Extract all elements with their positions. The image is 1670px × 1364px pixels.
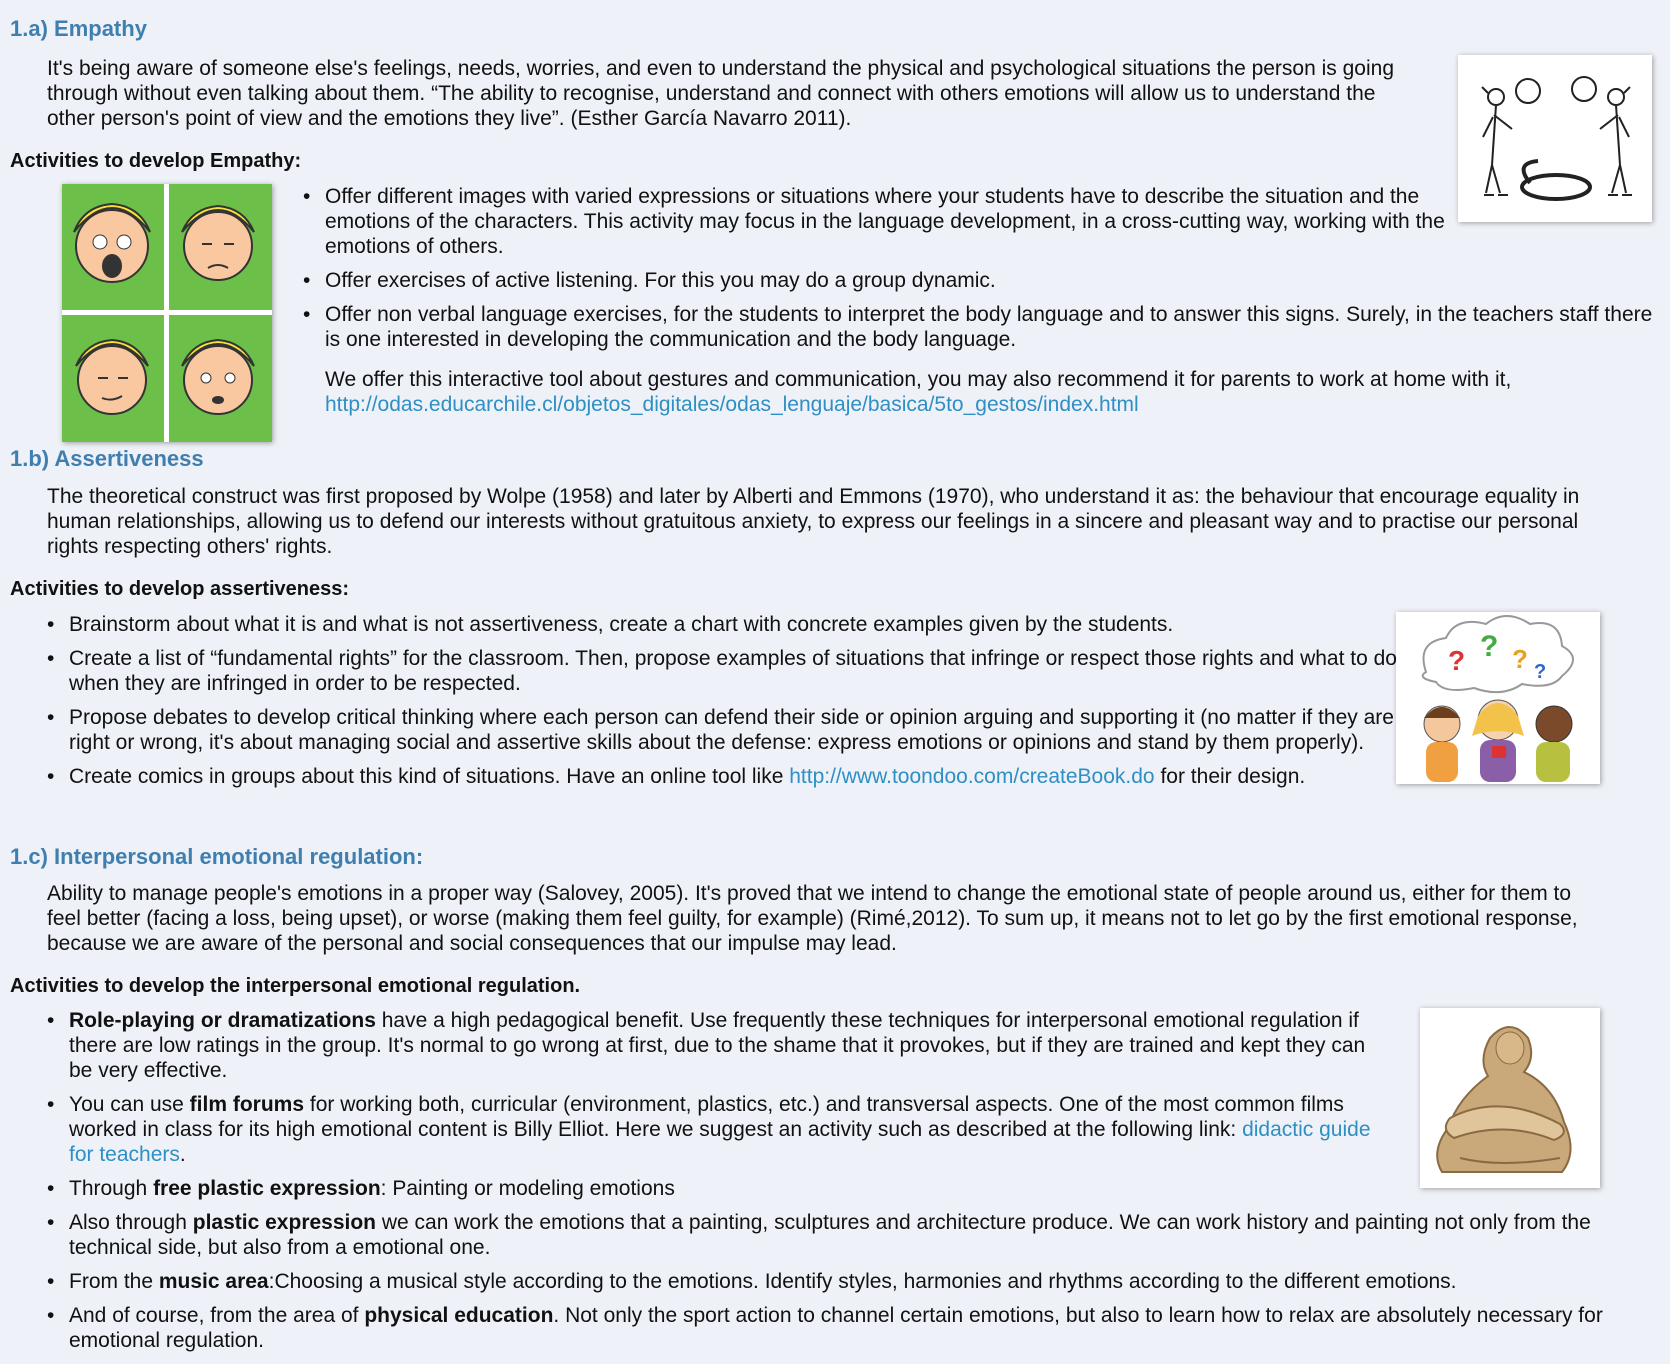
regulation-paragraph: Ability to manage people's emotions in a proper way (Salovey, 2005). It's proved that we intend to change the emotional state of people around us, either for them to feel better (facing a loss, being upset), or worse (making them feel guilty, for example) (Rimé,2012). To sum up, it means not to let go by the first emotional response, because we are aware of the personal and social consequences that our impulse may lead. [47, 882, 1578, 955]
list-item [47, 1092, 1387, 1167]
assertiveness-activities-list [47, 612, 1397, 798]
svg-text:?: ? [1480, 630, 1499, 663]
list-item [47, 764, 1469, 789]
thinking-kids-illustration-icon [1396, 612, 1600, 784]
empathy-heading: 1.a) Empathy [10, 16, 147, 41]
free-plastic-pre: Through [69, 1177, 148, 1200]
list-item: • Brainstorm about what it is and what is not assertiveness, create a chart with concrete examples given by the students. [47, 612, 1397, 637]
gestures-tool-link[interactable]: http://odas.educarchile.cl/objetos_digitales/odas_lenguaje/basica/5to_gestos/index.html [325, 393, 1139, 416]
pe-bold: physical education [364, 1304, 554, 1327]
regulation-activities-heading: Activities to develop the interpersonal emotional regulation. [10, 975, 581, 997]
music-bold: music area [158, 1270, 269, 1293]
list-item [47, 1008, 1387, 1083]
list-item [47, 1176, 1387, 1201]
music-text: :Choosing a musical style according to the emotions. Identify styles, harmonies and rhythms according to the different emotions. [268, 1270, 1457, 1293]
svg-text:?: ? [1534, 661, 1547, 683]
comics-text: Create comics in groups about this kind of situations. Have an online tool like [69, 765, 784, 788]
comics-text-end: for their design. [1160, 765, 1306, 788]
music-pre: From the [69, 1270, 154, 1293]
assertiveness-paragraph: The theoretical construct was first proposed by Wolpe (1958) and later by Alberti and Emmons (1970), who understand it as: the behaviour that encourage equality in human relationships, allowing us to defend our interests without gratuitous anxiety, to express our feelings in a sincere and pleasant way and to practise our personal rights respecting others' rights. [47, 485, 1580, 558]
svg-text:?: ? [1512, 644, 1528, 674]
film-forum-end: . [179, 1143, 186, 1166]
list-item: • Create a list of “fundamental rights” for the classroom. Then, propose examples of situations that infringe or respect those rights and what to do when they are infringed in order to be respected. [47, 646, 1397, 696]
didactic-guide-link[interactable]: didactic guide for teachers [69, 1118, 1371, 1166]
role-playing-text: have a high pedagogical benefit. Use frequently these techniques for interpersonal emotional regulation if there are low ratings in the group. It's normal to go wrong at first, due to the shame that it provokes, but if they are trained and kept they can be very effective. [69, 1009, 1366, 1082]
plastic-text: we can work the emotions that a painting, sculptures and architecture produce. We can work history and painting not only from the technical side, but also from a emotional one. [69, 1211, 1591, 1259]
pieta-sculpture-icon [1420, 1008, 1600, 1188]
list-item: • Offer exercises of active listening. For this you may do a group dynamic. [303, 268, 1453, 293]
tool-text: We offer this interactive tool about gestures and communication, you may also recommend it for parents to work at home with it, [325, 368, 1512, 391]
free-plastic-text: : Painting or modeling emotions [380, 1177, 675, 1200]
list-item [47, 1269, 1639, 1294]
perspective-illustration-icon [1458, 55, 1652, 222]
list-item [47, 1303, 1639, 1353]
plastic-pre: Also through [69, 1211, 187, 1234]
toondoo-link[interactable]: http://www.toondoo.com/createBook.do [789, 765, 1155, 788]
empathy-paragraph: It's being aware of someone else's feelings, needs, worries, and even to understand the physical and psychological situations the person is going through without even talking about them. “The ability to recognise, understand and connect with others emotions will allow us to understand the other person's point of view and the emotions they live”. (Esther García Navarro 2011). [47, 57, 1395, 130]
film-forum-pre: You can use [69, 1093, 184, 1116]
plastic-bold: plastic expression [192, 1211, 377, 1234]
faces-grid-illustration-icon [62, 184, 272, 442]
empathy-tool-note [325, 367, 1655, 417]
list-item: • Offer different images with varied expressions or situations where your students have to describe the situation and the emotions of the characters. This activity may focus in the language development, in a cross-cutting way, working with the emotions of others. [303, 184, 1453, 259]
empathy-activities-list [303, 184, 1653, 361]
list-item [47, 1210, 1639, 1260]
regulation-activities-list [47, 1008, 1603, 1362]
svg-text:?: ? [1448, 645, 1466, 676]
regulation-heading: 1.c) Interpersonal emotional regulation: [10, 844, 424, 869]
free-plastic-bold: free plastic expression [153, 1177, 381, 1200]
assertiveness-heading: 1.b) Assertiveness [10, 446, 204, 471]
list-item: • Propose debates to develop critical thinking where each person can defend their side or opinion arguing and supporting it (no matter if they are right or wrong, it's about managing social and assertive skills about the defense: express emotions or opinions and stand by them properly). [47, 705, 1397, 755]
assertiveness-activities-heading: Activities to develop assertiveness: [10, 578, 350, 600]
film-forum-text: for working both, curricular (environment, plastics, etc.) and transversal aspects. One of the most common films worked in class for its high emotional content is Billy Elliot. Here we suggest an activity such as described at the following link: [69, 1093, 1344, 1141]
empathy-activities-heading: Activities to develop Empathy: [10, 150, 302, 172]
pe-pre: And of course, from the area of [69, 1304, 359, 1327]
pe-text: . Not only the sport action to channel certain emotions, but also to learn how to relax are absolutely necessary for emotional regulation. [69, 1304, 1603, 1352]
film-forum-bold: film forums [189, 1093, 305, 1116]
list-item: • Offer non verbal language exercises, for the students to interpret the body language and to answer this signs. Surely, in the teachers staff there is one interested in developing the communication and the body language. [303, 302, 1665, 352]
role-playing-bold: Role-playing or dramatizations [69, 1009, 376, 1032]
